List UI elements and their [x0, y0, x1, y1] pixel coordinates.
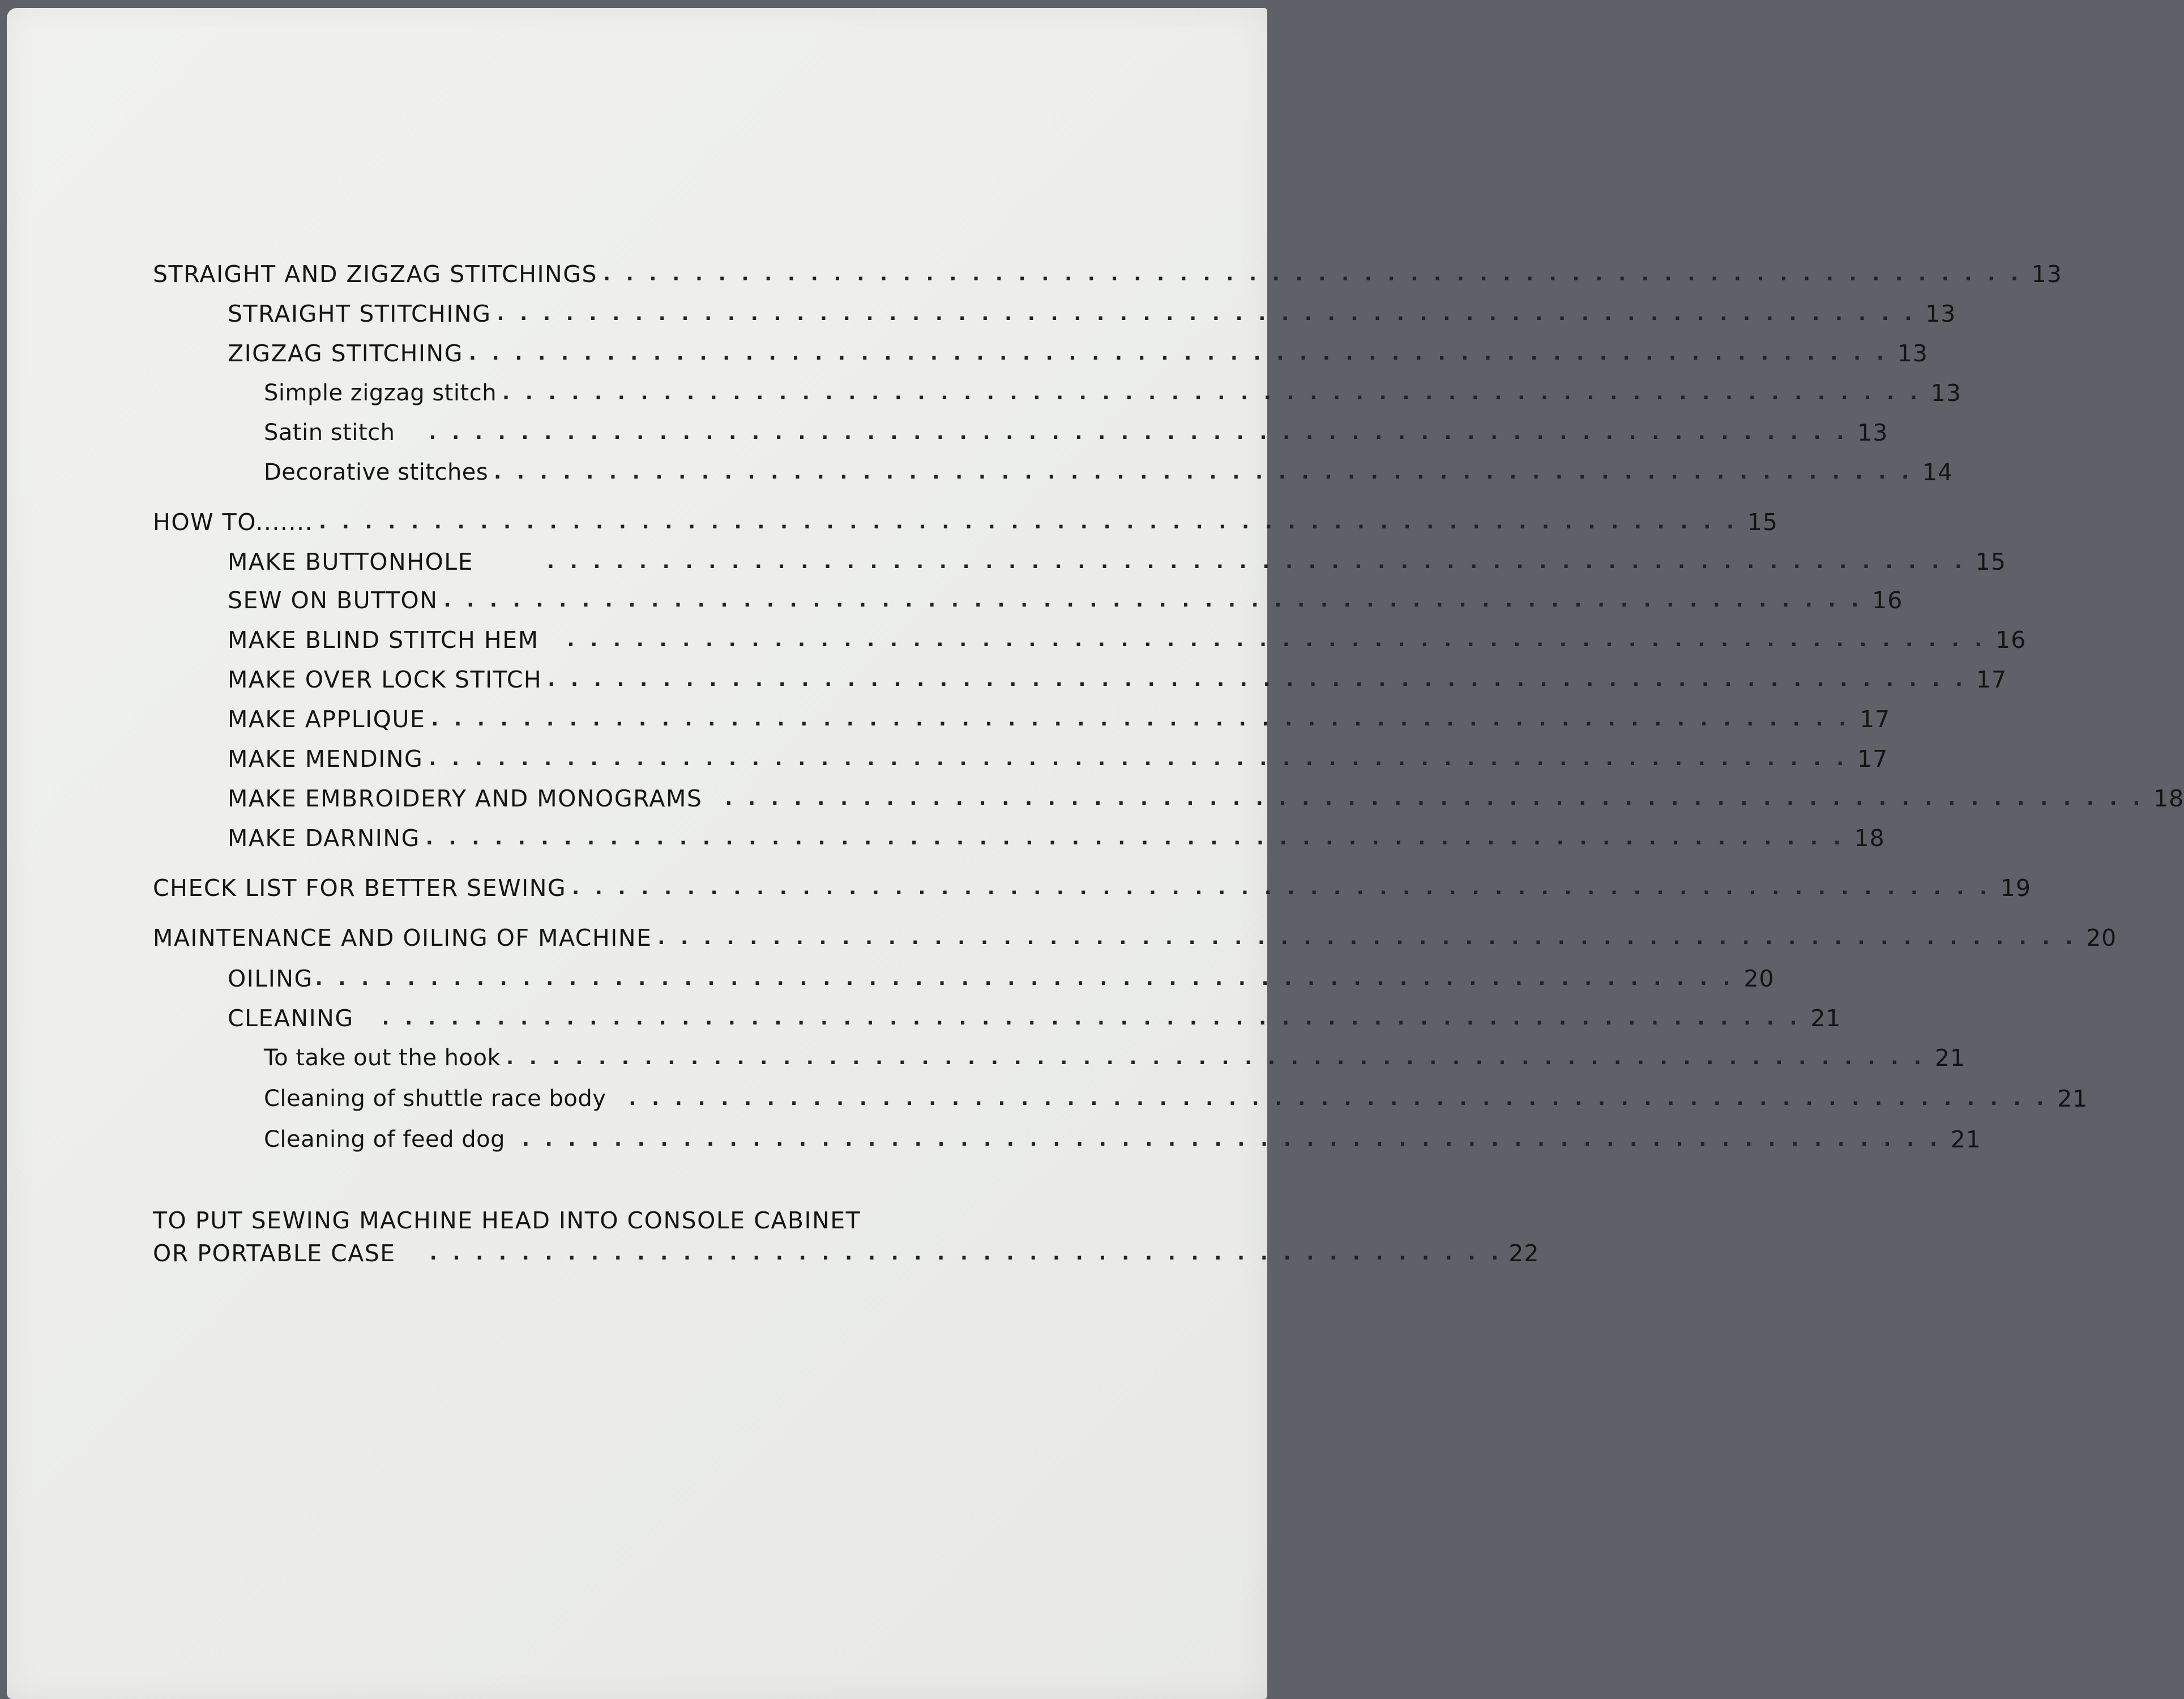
toc-entry-page: 13 — [1897, 340, 1928, 367]
document-page — [7, 8, 2184, 1699]
toc-entry-title: MAKE DARNING — [228, 825, 420, 852]
toc-entry — [264, 376, 1961, 408]
toc-entry-title-line2: OR PORTABLE CASE — [153, 1240, 396, 1267]
toc-entry-title: OILING — [228, 965, 313, 992]
toc-entry-page: 18 — [1854, 825, 1885, 852]
dot-leader: . . . . . . . . . . . . . . . . . . . . . . . . . . . . . . . . . . . . . . . . . . . . . . . . . . . . . . . . . . . . . . — [494, 461, 1914, 484]
dot-leader: . . . . . . . . . . . . . . . . . . . . . . . . . . . . . . . . . . . . . . . . . . . . . . . . . . . . . . . . . . . . . . — [468, 342, 1888, 365]
toc-entry-page: 13 — [1925, 300, 1956, 327]
toc-entry-title: STRAIGHT AND ZIGZAG STITCHINGS — [153, 261, 598, 288]
toc-entry-line2 — [153, 1237, 1540, 1270]
toc-entry-page: 20 — [1743, 965, 1775, 992]
toc-entry-title: MAKE APPLIQUE — [228, 706, 426, 733]
toc-entry-title: CLEANING — [228, 1005, 354, 1032]
dot-leader: . . . . . . . . . . . . . . . . . . . . . . . . . . . . . . . . . . . . . . . . . . . . . . . — [429, 1242, 1503, 1265]
toc-entry-page: 13 — [1930, 379, 1961, 407]
dot-leader: . . . . . . . . . . . . . . . . . . . . . . . . . . . . . . . . . . . . . . . . . . . . . . . . . . . . . . . . . . . . . . — [429, 748, 1849, 770]
toc-entry-title: MAINTENANCE AND OILING OF MACHINE — [153, 924, 652, 951]
toc-entry-page: 19 — [2000, 874, 2032, 902]
toc-entry — [228, 1001, 1841, 1033]
dot-leader: . . . . . . . . . . . . . . . . . . . . . . . . . . . . . . . . . . . . . . . . . . . . . . . . . . . . . . . . . . . . . . — [548, 668, 1968, 691]
toc-entry — [264, 1122, 1981, 1154]
toc-entry — [153, 921, 2117, 953]
dot-leader: . . . . . . . . . . . . . . . . . . . . . . . . . . . . . . . . . . . . . . . . . . . . . . . . . . . . . . . . . . . . . . — [319, 511, 1738, 533]
dot-leader: . . . . . . . . . . . . . . . . . . . . . . . . . . . . . . . . . . . . . . . . . . . . . . . . . . . . . . . . . . . . . . — [629, 1087, 2049, 1110]
toc-entry — [228, 702, 1891, 734]
toc-entry-page: 14 — [1922, 459, 1954, 486]
toc-entry-title: MAKE MENDING — [228, 745, 424, 772]
toc-entry-page: 15 — [1975, 548, 2006, 575]
toc-entry — [228, 782, 2184, 813]
toc-entry-title: HOW TO....... — [153, 509, 314, 536]
toc-entry-multiline — [153, 1204, 1540, 1270]
toc-entry — [228, 962, 1775, 993]
toc-entry-title: MAKE BUTTONHOLE — [228, 548, 474, 575]
toc-entry-title: MAKE OVER LOCK STITCH — [228, 666, 542, 693]
toc-entry-page: 18 — [2153, 785, 2184, 812]
toc-entry — [228, 663, 2007, 694]
dot-leader: . . . . . . . . . . . . . . . . . . . . . . . . . . . . . . . . . . . . . . . . . . . . . . . . . . . . . . . . . . . . . . — [657, 927, 2078, 949]
dot-leader: . . . . . . . . . . . . . . . . . . . . . . . . . . . . . . . . . . . . . . . . . . . . . . . . . . . . . . . . . . . . . . — [429, 421, 1849, 444]
toc-entry-title: Satin stitch — [264, 420, 395, 446]
toc-entry-page: 16 — [1995, 626, 2027, 654]
toc-entry-title: To take out the hook — [264, 1045, 501, 1071]
dot-leader: . . . . . . . . . . . . . . . . . . . . . . . . . . . . . . . . . . . . . . . . . . . . . . . . . . . . . . . . . . . . . . — [567, 629, 1987, 651]
toc-entry-page: 15 — [1747, 509, 1778, 536]
toc-entry — [228, 821, 1885, 853]
toc-entry — [228, 336, 1928, 368]
toc-entry-page: 13 — [1857, 419, 1888, 446]
toc-entry-page: 20 — [2086, 924, 2117, 951]
toc-entry-page: 22 — [1508, 1240, 1540, 1267]
toc-entry-page: 21 — [1810, 1005, 1841, 1032]
dot-leader: . . . . . . . . . . . . . . . . . . . . . . . . . . . . . . . . . . . . . . . . . . . . . . . . . . . . . . . . . . . . . . — [497, 302, 1917, 325]
toc-entry-page: 21 — [2057, 1085, 2088, 1112]
toc-entry — [264, 455, 1954, 487]
toc-entry — [264, 1041, 1965, 1073]
toc-entry-title: CHECK LIST FOR BETTER SEWING — [153, 874, 567, 902]
dot-leader: . . . . . . . . . . . . . . . . . . . . . . . . . . . . . . . . . . . . . . . . . . . . . . . . . . . . . . . . . . . . . . — [725, 787, 2145, 810]
toc-entry — [228, 583, 1903, 615]
dot-leader: . . . . . . . . . . . . . . . . . . . . . . . . . . . . . . . . . . . . . . . . . . . . . . . . . . . . . . . . . . . . . . — [425, 827, 1845, 850]
toc-entry — [264, 416, 1888, 447]
toc-entry-page: 13 — [2031, 261, 2062, 288]
toc-entry — [153, 505, 1778, 537]
toc-entry-title: Cleaning of feed dog — [264, 1126, 506, 1152]
toc-entry — [228, 742, 1888, 774]
toc-entry — [228, 297, 1956, 328]
toc-entry-title: MAKE BLIND STITCH HEM — [228, 626, 539, 654]
toc-entry-title-line1: TO PUT SEWING MACHINE HEAD INTO CONSOLE CABINET — [153, 1207, 861, 1234]
toc-entry — [228, 623, 2027, 655]
dot-leader: . . . . . . . . . . . . . . . . . . . . . . . . . . . . . . . . . . . . . . . . . . . . . . . . . . . . . . . . . . . . . . — [506, 1047, 1926, 1069]
dot-leader: . . . . . . . . . . . . . . . . . . . . . . . . . . . . . . . . . . . . . . . . . . . . . . . . . . . . . . . . . . . . . . — [431, 708, 1851, 731]
toc-entry-title: SEW ON BUTTON — [228, 587, 438, 614]
toc-entry-title: Cleaning of shuttle race body — [264, 1086, 606, 1112]
dot-leader: . . . . . . . . . . . . . . . . . . . . . . . . . . . . . . . . . . . . . . . . . . . . . . . . . . . . . . . . . . . . . . — [547, 550, 1967, 573]
toc-entry-page: 21 — [1934, 1044, 1965, 1072]
dot-leader: . . . . . . . . . . . . . . . . . . . . . . . . . . . . . . . . . . . . . . . . . . . . . . . . . . . . . . . . . . . . . . — [443, 589, 1864, 612]
toc-entry-title: Decorative stitches — [264, 459, 489, 485]
toc-entry-page: 21 — [1950, 1126, 1981, 1153]
toc-entry — [228, 545, 2006, 577]
toc-entry — [264, 1082, 2088, 1113]
toc-entry-title: Simple zigzag stitch — [264, 380, 497, 406]
toc-entry-page: 17 — [1976, 666, 2007, 693]
dot-leader: . . . . . . . . . . . . . . . . . . . . . . . . . . . . . . . . . . . . . . . . . . . . . . . . . . . . . . . . . . . . . . — [382, 1007, 1802, 1030]
dot-leader: . . . . . . . . . . . . . . . . . . . . . . . . . . . . . . . . . . . . . . . . . . . . . . . . . . . . . . . . . . . . . . — [603, 263, 2023, 285]
toc-entry — [153, 257, 2062, 289]
dot-leader: . . . . . . . . . . . . . . . . . . . . . . . . . . . . . . . . . . . . . . . . . . . . . . . . . . . . . . . . . . . . . . — [522, 1128, 1942, 1151]
toc-entry-title: STRAIGHT STITCHING — [228, 300, 491, 327]
toc-entry-page: 17 — [1857, 745, 1888, 772]
toc-entry-page: 17 — [1860, 706, 1891, 733]
toc-entry — [153, 871, 2032, 903]
dot-leader: . . . . . . . . . . . . . . . . . . . . . . . . . . . . . . . . . . . . . . . . . . . . . . . . . . . . . . . . . . . . . . — [502, 382, 1922, 404]
toc-entry-page: 16 — [1872, 587, 1903, 614]
toc-entry-title: ZIGZAG STITCHING — [228, 340, 463, 367]
dot-leader: . . . . . . . . . . . . . . . . . . . . . . . . . . . . . . . . . . . . . . . . . . . . . . . . . . . . . . . . . . . . . . — [315, 967, 1735, 990]
toc-entry-title: MAKE EMBROIDERY AND MONOGRAMS — [228, 785, 703, 812]
dot-leader: . . . . . . . . . . . . . . . . . . . . . . . . . . . . . . . . . . . . . . . . . . . . . . . . . . . . . . . . . . . . . . — [572, 877, 1992, 899]
